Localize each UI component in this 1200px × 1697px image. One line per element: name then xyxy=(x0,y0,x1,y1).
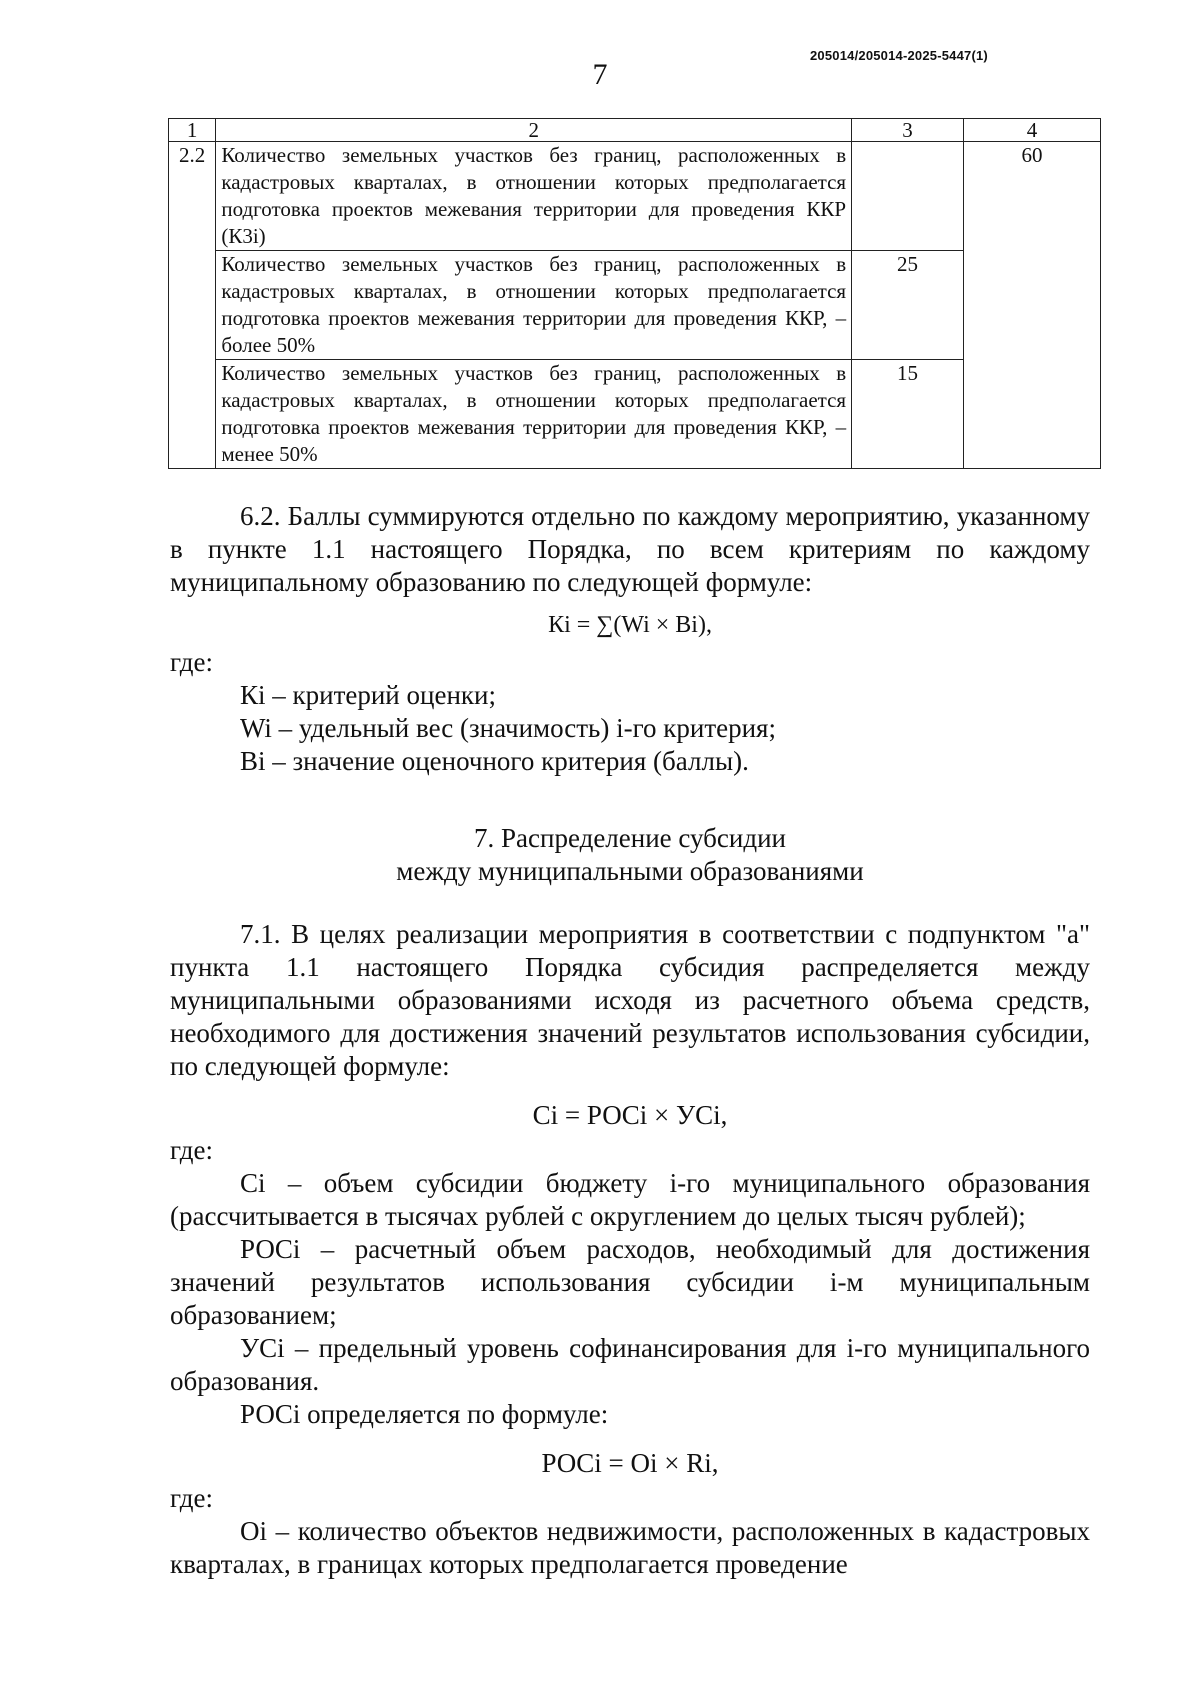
criterion-score xyxy=(852,142,964,251)
row-number: 2.2 xyxy=(169,142,216,469)
col-header-2: 2 xyxy=(216,119,852,142)
criterion-text: Количество земельных участков без границ, расположенных в кадастровых кварталах, в отношении которых предполагается подготовка проектов межевания территории для проведения ККР, – более 50% xyxy=(216,251,852,360)
roc-intro: РОCi определяется по формуле: xyxy=(240,1399,609,1429)
section-6-block xyxy=(170,500,1090,778)
where-label: где: xyxy=(170,1483,213,1513)
criterion-score: 25 xyxy=(852,251,964,360)
document-id: 205014/205014-2025-5447(1) xyxy=(810,48,988,63)
table-row xyxy=(169,251,1101,360)
definition-o: Оi – количество объектов недвижимости, расположенных в кадастровых кварталах, в границах которых предполагается проведение xyxy=(170,1516,1090,1579)
definition-c: Ci – объем субсидии бюджету i-го муниципального образования (рассчитывается в тысячах рублей с округлением до целых тысяч рублей); xyxy=(170,1168,1090,1231)
section-7-subheading: между муниципальными образованиями xyxy=(396,856,864,886)
col-header-3: 3 xyxy=(852,119,964,142)
criteria-table xyxy=(168,118,1101,469)
formula-c: Ci = РОCi × УСi, xyxy=(532,1100,728,1130)
criterion-text: Количество земельных участков без границ, расположенных в кадастровых кварталах, в отношении которых предполагается подготовка проектов межевания территории для проведения ККР, – менее 50% xyxy=(216,360,852,469)
col-header-4: 4 xyxy=(963,119,1100,142)
table-row xyxy=(169,142,1101,251)
section-7-block xyxy=(170,822,1090,1581)
definition-roc: РОCi – расчетный объем расходов, необходимый для достижения значений результатов использования субсидии i-м муниципальным образованием; xyxy=(170,1234,1090,1330)
criterion-text: Количество земельных участков без границ, расположенных в кадастровых кварталах, в отношении которых предполагается подготовка проектов межевания территории для проведения ККР (К3i) xyxy=(216,142,852,251)
formula-k: Кi = ∑(Wi × Bi), xyxy=(548,612,712,638)
criterion-total: 60 xyxy=(963,142,1100,469)
table-header-row xyxy=(169,119,1101,142)
paragraph-7-1: 7.1. В целях реализации мероприятия в соответствии с подпунктом "а" пункта 1.1 настоящего Порядка субсидия распределяется между муниципальными образованиями исходя из расчетного объема средств, необходимого для достижения значений результатов использования субсидии, по следующей формуле: xyxy=(170,919,1090,1081)
definition-us: УСi – предельный уровень софинансирования для i-го муниципального образования. xyxy=(170,1333,1090,1396)
criterion-score: 15 xyxy=(852,360,964,469)
definition-k: Кi – критерий оценки; xyxy=(240,680,496,710)
page-number: 7 xyxy=(592,58,608,91)
paragraph-6-2: 6.2. Баллы суммируются отдельно по каждому мероприятию, указанному в пункте 1.1 настоящего Порядка, по всем критериям по каждому муниципальному образованию по следующей формуле: xyxy=(170,501,1090,597)
definition-w: Wi – удельный вес (значимость) i-го критерия; xyxy=(240,713,776,743)
where-label: где: xyxy=(170,647,213,677)
table-row xyxy=(169,360,1101,469)
section-7-heading: 7. Распределение субсидии xyxy=(474,823,786,853)
where-label: где: xyxy=(170,1135,213,1165)
definition-b: Bi – значение оценочного критерия (баллы). xyxy=(240,746,749,776)
col-header-1: 1 xyxy=(169,119,216,142)
formula-roc: РОCi = Оi × Ri, xyxy=(541,1448,719,1478)
